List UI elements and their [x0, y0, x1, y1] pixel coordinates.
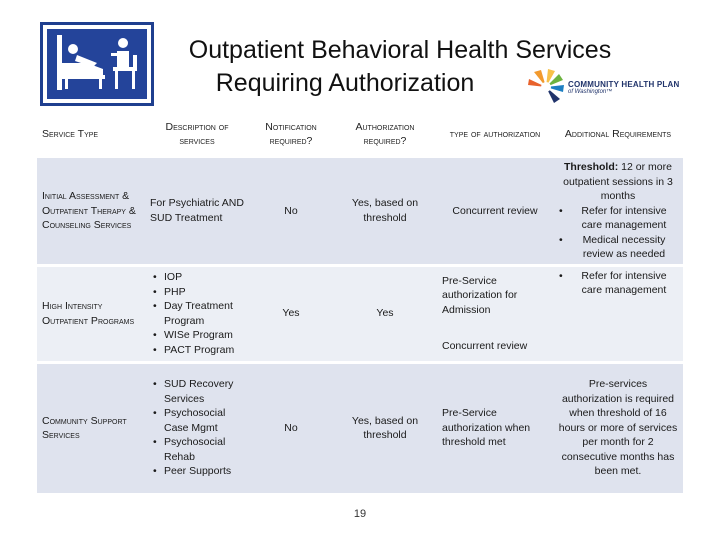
description-list	[150, 270, 244, 357]
list-item: • Refer for intensive care management	[570, 269, 678, 298]
header-description: Description of services	[145, 113, 249, 155]
list-item: • PACT Program	[164, 343, 244, 358]
authorization-table	[37, 110, 683, 496]
table-row	[37, 364, 683, 493]
logo-sub: of Washington™	[568, 89, 613, 95]
title-line-2: Requiring Authorization	[215, 69, 475, 97]
service-type-cell: High Intensity Outpatient Programs	[37, 267, 145, 361]
header-row	[37, 113, 683, 155]
therapy-couch-icon	[47, 29, 147, 99]
notification-cell: Yes	[249, 267, 333, 361]
additional-requirements-cell	[553, 267, 683, 361]
description-cell: For Psychiatric AND SUD Treatment	[145, 158, 249, 264]
header-service-type: Service Type	[37, 113, 145, 155]
page-number: 19	[353, 508, 367, 520]
title-line-1: Outpatient Behavioral Health Services	[188, 36, 612, 64]
auth-type-cell: Concurrent review	[437, 158, 553, 264]
sunburst-logo-icon	[526, 68, 566, 106]
requirements-list	[558, 269, 678, 298]
table-row	[37, 158, 683, 264]
threshold-value: 12 or more outpatient sessions in 3 months	[563, 161, 673, 202]
additional-requirements-cell	[553, 158, 683, 264]
header-type-of-authorization: type of authorization	[437, 113, 553, 155]
description-cell	[145, 267, 249, 361]
requirements-list	[558, 204, 678, 262]
list-item: • Medical necessity review as needed	[570, 233, 678, 262]
description-list	[150, 377, 244, 479]
list-item: • Peer Supports	[164, 464, 244, 479]
list-item: • Refer for intensive care management	[570, 204, 678, 233]
service-type-cell: Community Support Services	[37, 364, 145, 493]
list-item: • Day Treatment Program	[164, 299, 244, 328]
list-item: • PHP	[164, 285, 244, 300]
list-item: • SUD Recovery Services	[164, 377, 244, 406]
logo-name: COMMUNITY HEALTH PLAN	[568, 80, 680, 89]
header-additional-requirements: Additional Requirements	[553, 113, 683, 155]
header-authorization: Authorization required?	[333, 113, 437, 155]
auth-type-primary: Pre-Service authorization for Admission	[442, 274, 518, 316]
description-cell	[145, 364, 249, 493]
notification-cell: No	[249, 158, 333, 264]
header-notification: Notification required?	[249, 113, 333, 155]
notification-cell: No	[249, 364, 333, 493]
list-item: • IOP	[164, 270, 244, 285]
threshold-text	[558, 160, 678, 204]
list-item: • WISe Program	[164, 328, 244, 343]
auth-type-secondary: Concurrent review	[442, 340, 528, 352]
authorization-cell: Yes, based on threshold	[333, 158, 437, 264]
community-health-plan-logo	[526, 68, 686, 106]
table-row	[37, 267, 683, 361]
service-type-cell: Initial Assessment & Outpatient Therapy & Counseling Services	[37, 158, 145, 264]
auth-type-cell	[437, 267, 553, 361]
threshold-label: Threshold:	[564, 161, 619, 173]
list-item: • Psychosocial Rehab	[164, 435, 244, 464]
list-item: • Psychosocial Case Mgmt	[164, 406, 244, 435]
authorization-cell: Yes	[333, 267, 437, 361]
additional-requirements-cell: Pre-services authorization is required when threshold of 16 hours or more of services per month for 2 consecutive months has been met.	[553, 364, 683, 493]
authorization-cell: Yes, based on threshold	[333, 364, 437, 493]
therapy-icon-panel	[40, 22, 154, 106]
auth-type-cell: Pre-Service authorization when threshold met	[437, 364, 553, 493]
